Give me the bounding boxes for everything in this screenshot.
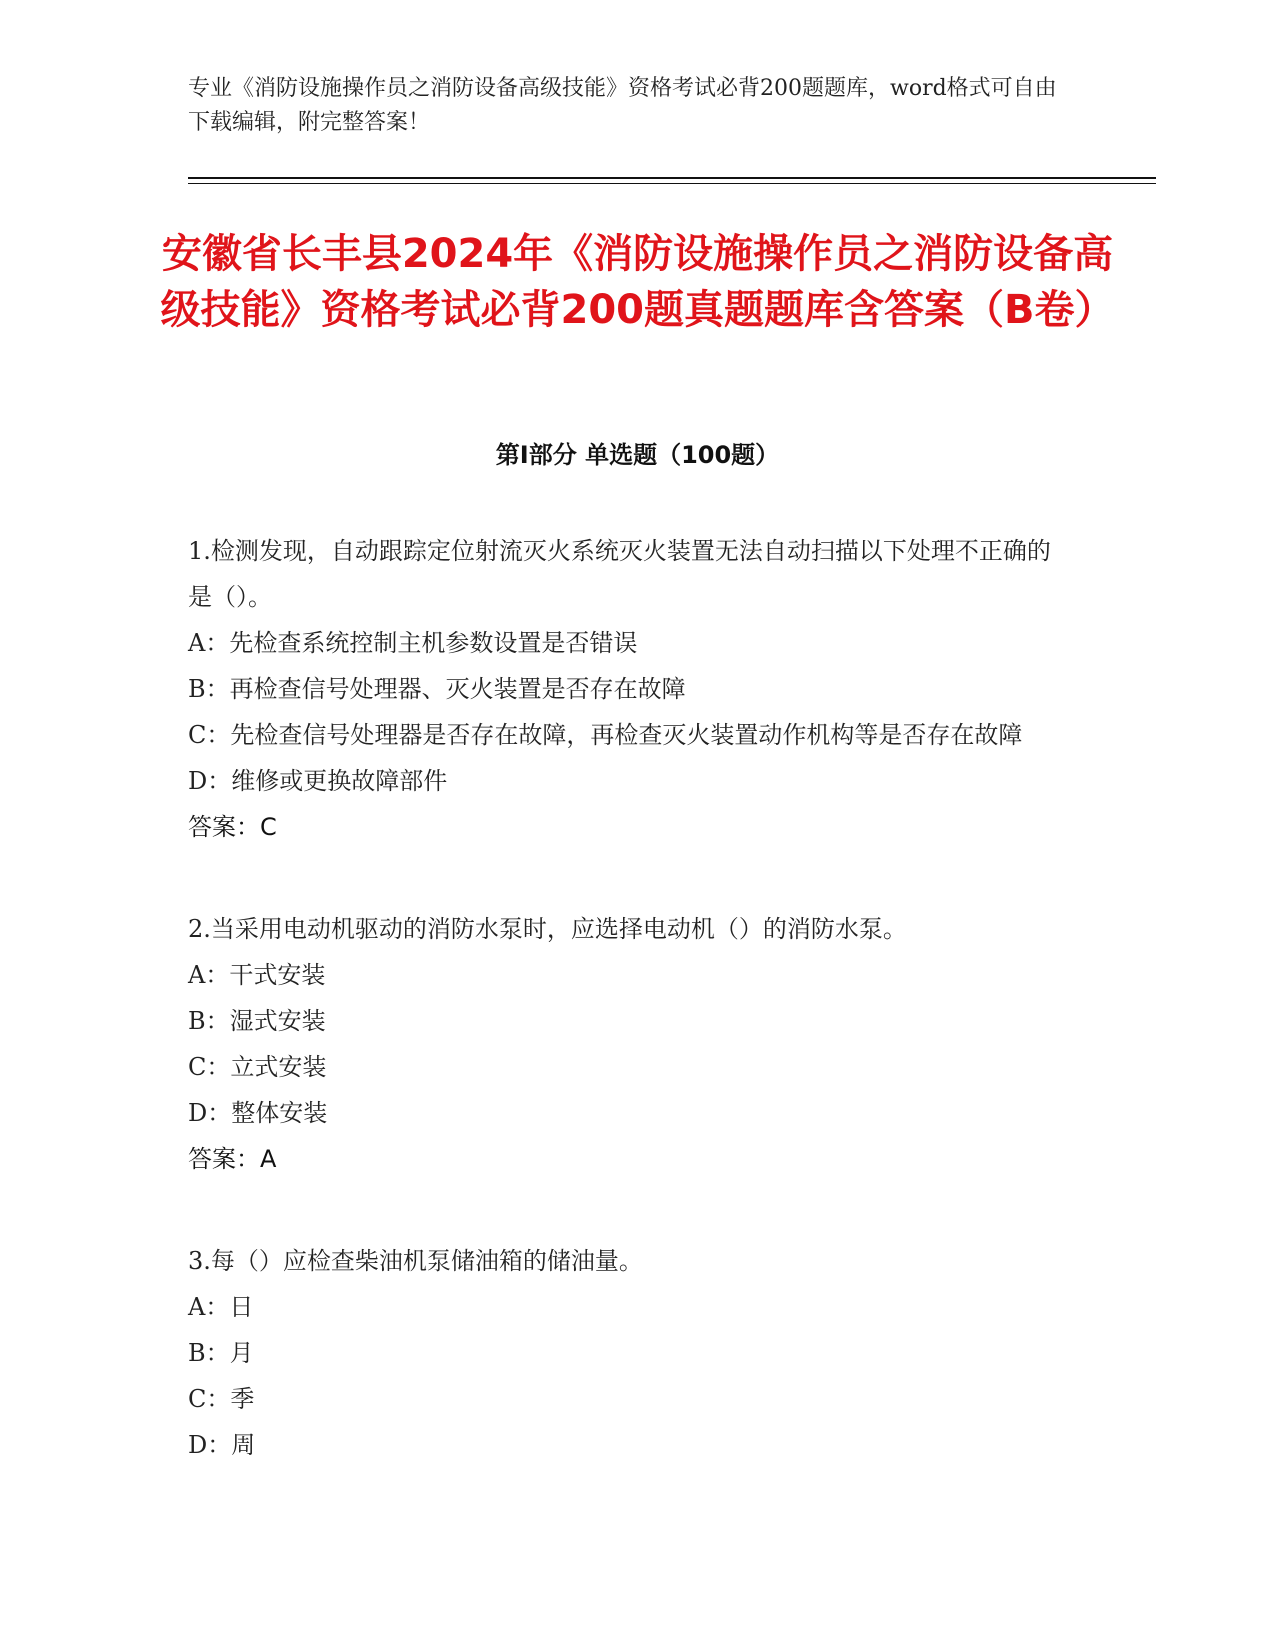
header-divider-thin <box>188 183 1156 184</box>
answer: 答案：C <box>188 813 277 841</box>
option-b: B：月 <box>188 1339 254 1367</box>
option-b: B：湿式安装 <box>188 1007 326 1035</box>
option-d: D：周 <box>188 1431 256 1459</box>
question-text: 2.当采用电动机驱动的消防水泵时，应选择电动机（）的消防水泵。 <box>188 915 907 943</box>
question-list <box>188 528 1068 1524</box>
option-a: A：日 <box>188 1293 254 1321</box>
question-1 <box>188 528 1068 850</box>
question-3 <box>188 1238 1068 1468</box>
option-d: D：整体安装 <box>188 1099 328 1127</box>
answer: 答案：A <box>188 1145 277 1173</box>
option-c: C：立式安装 <box>188 1053 327 1081</box>
question-text: 1.检测发现，自动跟踪定位射流灭火系统灭火装置无法自动扫描以下处理不正确的是（）。 <box>188 537 1051 611</box>
option-a: A：先检查系统控制主机参数设置是否错误 <box>188 629 638 657</box>
question-text: 3.每（）应检查柴油机泵储油箱的储油量。 <box>188 1247 643 1275</box>
option-d: D：维修或更换故障部件 <box>188 767 448 795</box>
option-a: A：干式安装 <box>188 961 326 989</box>
option-c: C：先检查信号处理器是否存在故障，再检查灭火装置动作机构等是否存在故障 <box>188 721 1023 749</box>
question-2 <box>188 906 1068 1182</box>
header-divider <box>188 177 1156 179</box>
header-note: 专业《消防设施操作员之消防设备高级技能》资格考试必背200题题库，word格式可自由下载编辑，附完整答案！ <box>188 76 1057 135</box>
option-b: B：再检查信号处理器、灭火装置是否存在故障 <box>188 675 686 703</box>
document-title: 安徽省长丰县2024年《消防设施操作员之消防设备高级技能》资格考试必背200题真题题库含答案（B卷） <box>160 231 1115 333</box>
option-c: C：季 <box>188 1385 255 1413</box>
section-title: 第Ⅰ部分 单选题（100题） <box>495 441 780 469</box>
